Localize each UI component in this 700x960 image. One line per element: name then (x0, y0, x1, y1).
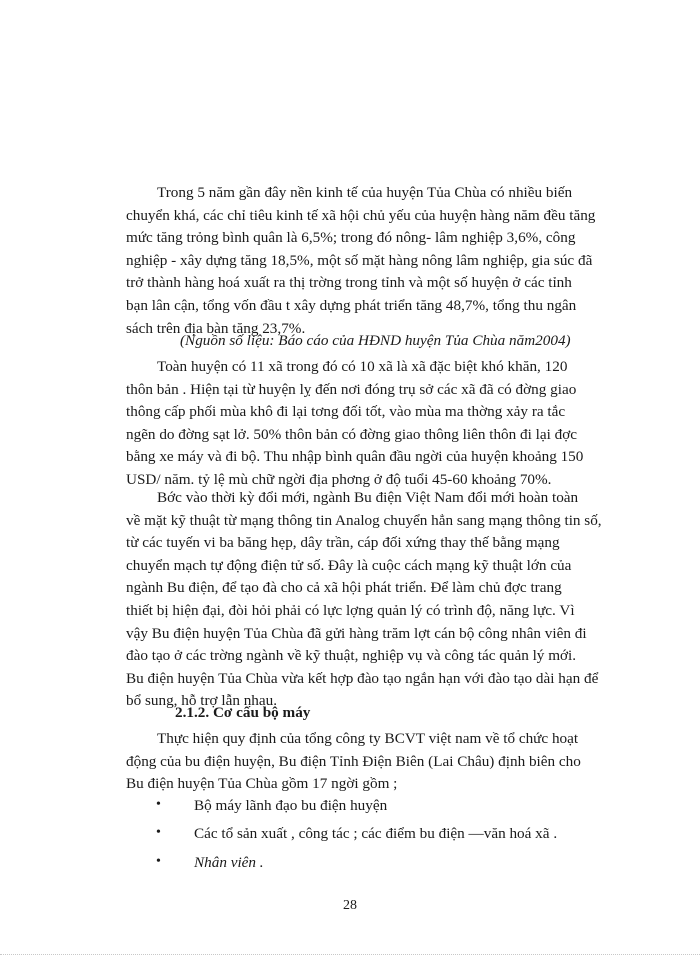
paragraph-renovation (126, 487, 636, 713)
paragraph-line: từ các tuyến vi ba băng hẹp, dây trần, cáp đối xứng thay thế bằng mạng (126, 534, 560, 552)
paragraph-line: USD/ năm. tỷ lệ mù chữ ngời địa phơng ở độ tuổi 45-60 khoảng 70%. (126, 470, 552, 488)
section-heading: 2.1.2. Cơ cấu bộ máy (175, 704, 311, 721)
bullet-text: Bộ máy lãnh đạo bu điện huyện (194, 797, 388, 814)
paragraph-line: động của bu điện huyện, Bu điện Tỉnh Điện Biên (Lai Châu) định biên cho (126, 752, 581, 770)
paragraph-line: về mặt kỹ thuật từ mạng thông tin Analog chuyển hẳn sang mạng thông tin số, (126, 511, 602, 529)
paragraph-line: Bớc vào thời kỳ đổi mới, ngành Bu điện Việt Nam đổi mới hoàn toàn (157, 489, 579, 506)
bullet-icon: • (156, 854, 161, 869)
paragraph-line: chuyển khá, các chỉ tiêu kinh tế xã hội chủ yếu của huyện hàng năm đều tăng (126, 206, 596, 224)
bullet-text: Các tổ sản xuất , công tác ; các điểm bu điện —văn hoá xã . (194, 825, 558, 842)
paragraph-district (126, 356, 636, 492)
bullet-icon: • (156, 825, 161, 840)
paragraph-line: Thực hiện quy định của tổng công ty BCVT việt nam về tổ chức hoạt (157, 730, 579, 747)
paragraph-line: mức tăng trỏng bình quân là 6,5%; trong đó nông- lâm nghiệp 3,6%, công (126, 229, 576, 247)
paragraph-line: bằng xe máy và đi bộ. Thu nhập bình quân đầu ngời của huyện khoảng 150 (126, 448, 584, 466)
paragraph-line: vậy Bu điện huyện Tủa Chùa đã gửi hàng trăm lợt cán bộ công nhân viên đi (126, 624, 587, 642)
paragraph-line: thông cấp phối mùa khô đi lại tơng đối tốt, vào mùa ma thờng xảy ra tắc (126, 403, 566, 421)
paragraph-line: Bu điện huyện Tủa Chùa gồm 17 ngời gồm ; (126, 775, 398, 793)
paragraph-structure (126, 728, 636, 796)
paragraph-line: Bu điện huyện Tủa Chùa vừa kết hợp đào tạo ngắn hạn với đào tạo dài hạn để (126, 669, 599, 687)
paragraph-line: bạn lân cận, tổng vốn đầu t xây dựng phát triển tăng 48,7%, tổng thu ngân (126, 296, 577, 314)
paragraph-line: thiết bị hiện đại, đòi hỏi phải có lực lợng quản lý có trình độ, năng lực. Vì (126, 601, 575, 619)
paragraph-line: ngẽn do đờng sạt lở. 50% thôn bản có đờng giao thông liên thôn đi lại đợc (126, 425, 577, 443)
paragraph-line: trở thành hàng hoá xuất ra thị trờng trong tỉnh và một số huyện ở các tỉnh (126, 274, 572, 292)
paragraph-line: chuyển mạch tự động điện tử số. Đây là cuộc cách mạng kỹ thuật lớn của (126, 556, 572, 574)
bullet-text: Nhân viên . (194, 854, 264, 871)
paragraph-line: đào tạo ở các trờng ngành về kỹ thuật, nghiệp vụ và công tác quản lý mới. (126, 647, 577, 665)
paragraph-economy (126, 182, 636, 340)
paragraph-line: Toàn huyện có 11 xã trong đó có 10 xã là xã đặc biệt khó khăn, 120 (157, 358, 568, 375)
page-number: 28 (343, 898, 357, 913)
paragraph-line: bổ sung, hỗ trợ lẫn nhau. (126, 692, 278, 710)
paragraph-line: Trong 5 năm gần đây nền kinh tế của huyện Tủa Chùa có nhiều biến (157, 184, 573, 201)
source-note: (Nguồn số liệu: Báo cáo của HĐND huyện Tủa Chùa năm2004) (180, 332, 571, 349)
page-bottom-divider (0, 954, 700, 955)
paragraph-line: sách trên địa bàn tăng 23,7%. (126, 319, 306, 337)
paragraph-line: thôn bản . Hiện tại từ huyện lỵ đến nơi đóng trụ sở các xã đã có đờng giao (126, 380, 577, 398)
paragraph-line: nghiệp - xây dựng tăng 18,5%, một số mặt hàng nông lâm nghiệp, gia súc đã (126, 251, 593, 269)
paragraph-line: ngành Bu điện, để tạo đà cho cả xã hội phát triển. Để làm chủ đợc trang (126, 579, 562, 597)
bullet-icon: • (156, 797, 161, 812)
